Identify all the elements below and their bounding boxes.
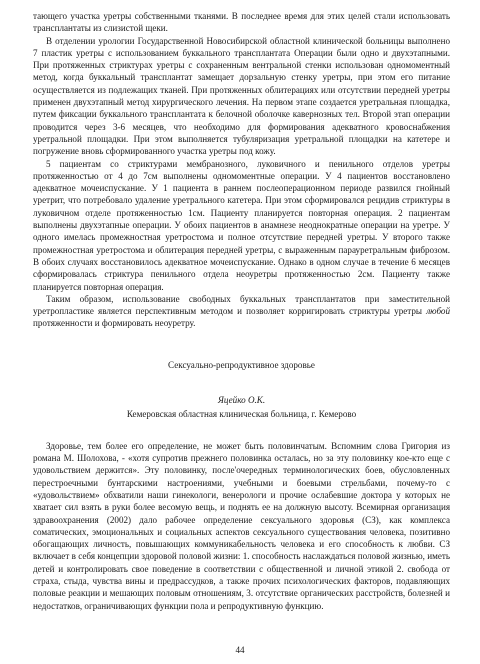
conclusion-text-end: протяженности и формировать неоуретру.	[33, 318, 196, 329]
conclusion-emphasis: любой	[426, 306, 450, 317]
conclusion-text-start: Таким образом, использование свободных буккальных трансплантатов при заместительной уретропластике является перспективным методом и позволяет корригировать стриктуры уретры	[33, 293, 450, 317]
article-affiliation: Кемеровская областная клиническая больница, г. Кемерово	[126, 408, 357, 419]
article-body	[33, 440, 450, 612]
page-number: 44	[235, 645, 245, 655]
paragraph: 5 пациентам со стриктурами мембранозного, луковичного и пенильного отделов уретры протяженностью от 4 до 7см выполнены одномоментные операции. У 4 пациентов восстановлено адекватное мочеиспускание. У 1 пациента в раннем послеоперационном периоде развился гнойный уретрит, что потребовало удаление уретрального катетера. При этом сформировался рецидив стриктуры в луковичном отделе протяженностью 1см. Пациенту планируется повторная операция. 2 пациентам выполнены двухэтапные операции. У обоих пациентов в анамнезе неоднократные операции на уретре. У одного имелась промежностная уретростома и полное отсутствие передней уретры. У второго также промежностная уретростома и облитерация передней уретры, с выраженным парауретральным фиброзом. В обоих случаях восстановилось адекватное мочеиспускание. Однако в одном случае в течение 6 месяцев сформировалась стриктура пенильного отдела неоуретры протяженностью 2см. Пациенту также планируется повторная операция.	[33, 158, 450, 292]
article-title: Сексуально-репродуктивное здоровье	[168, 359, 315, 370]
top-section	[33, 10, 450, 330]
paragraph: тающего участка уретры собственными тканями. В последнее время для этих целей стали использовать трансплантаты из слизистой щеки.	[33, 11, 450, 34]
paragraph: Здоровье, тем более его определение, не может быть половинчатым. Вспомним слова Григория из романа М. Шолохова, - «хотя супротив прежнего половинка осталась, но за эту половинку кое-кто еще с удовольствием держится». Эту половинку, после'очередных терминологических боев, обусловленных перестроечными бунтарскими настроениями, учебными и боевыми стрельбами, почему-то с «удовольствием» обхватили наши гинекологи, венерологи и прочие ослабевшие доктора у которых не хватает сил взять в руки более весомую вещь, и поднять ее на должную высоту. Всемирная организация здравоохранения (2002) дало рабочее определение сексуального здоровья (СЗ), как комплекса соматических, эмоциональных и социальных аспектов сексуального существования человека, позитивно обогащающих личность, повышающих коммуникабельность человека и его способность к любви. СЗ включает в себя концепции здоровой половой жизни: 1. способность наслаждаться половой жизнью, иметь детей и контролировать свое поведение в соответствии с общественной и личной этикой 2. свобода от страха, стыда, чувства вины и предрассудков, а также прочих психологических факторов, подавляющих половые реакции и мешающих половым отношениям, 3. отсутствие органических расстройств, болезней и недостатков, ограничивающих функции пола и репродуктивную функцию.	[33, 440, 450, 611]
paragraph: В отделении урологии Государственной Новосибирской областной клинической больницы выполнено 7 пластик уретры с использованием буккального трансплантата Операции были одно и двухэтапными. При протяженных стриктурах уретры с сохраненным вентральной стенки использован одномоментный метод, когда буккальный трансплантат замещает дорзальную стенку уретры, при этом его питание осуществляется из подлежащих тканей. При протяженных облитерациях или отсутствии передней уретры применен двухэтапный метод хирургического лечения. На первом этапе создается уретральная площадка, путем фиксации буккального трансплантата к белочной оболочке кавернозных тел. Второй этап операции проводится через 3-6 месяцев, что необходимо для формирования адекватного кровоснабжения уретральной площадки. При этом выполняется тубуляризация уретральной площадки на катетере и погружение вновь сформированного участка уретры под кожу.	[33, 35, 450, 157]
article-author: Яцейко О.К.	[217, 394, 266, 405]
conclusion-paragraph	[33, 293, 450, 330]
